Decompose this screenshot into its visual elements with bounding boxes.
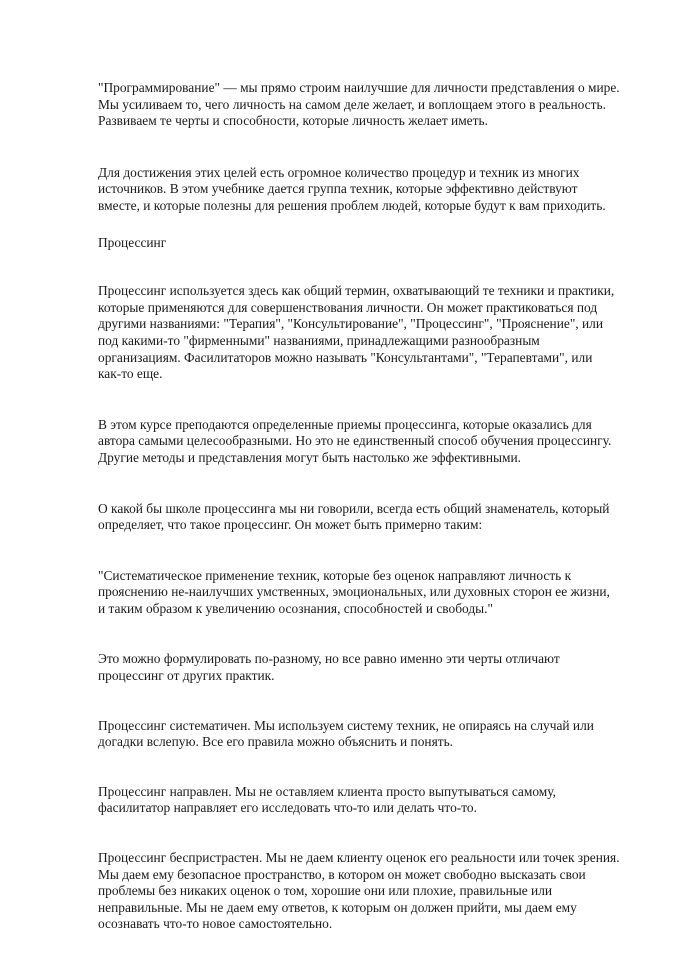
paragraph-formulation: Это можно формулировать по-разному, но все равно именно эти черты отличают процессинг от других практик. <box>98 651 560 684</box>
paragraph-impartial: Процессинг беспристрастен. Мы не даем клиенту оценок его реальности или точек зрения. Мы даем ему безопасное пространство, в котором он может свободно высказать свои проблемы без никаких оценок о том, хорошие они или плохие, правильные или неправильные. Мы не даем ему ответов, к которым он должен прийти, мы даем ему осознавать что-то новое самостоятельно. <box>98 850 620 932</box>
paragraph-common-denominator: О какой бы школе процессинга мы ни говорили, всегда есть общий знаменатель, который определяет, что такое процессинг. Он может быть примерно таким: <box>98 500 610 533</box>
document-page <box>98 80 646 933</box>
section-heading-processing: Процессинг <box>98 234 167 250</box>
paragraph-programming: "Программирование" — мы прямо строим наилучшие для личности представления о мире. Мы усиливаем то, чего личность на самом деле желает, и воплощаем этого в реальность. Развиваем те черты и способности, которые личность желает иметь. <box>98 80 620 129</box>
paragraph-processing-definition: Процессинг используется здесь как общий термин, охватывающий те техники и практики, которые применяются для совершенствования личности. Он может практиковаться под другими названиями: "Терапия", "Консультирование", "Процессинг", "Прояснение", или под какими-то "фирменными" названиями, принадлежащими разнообразным организациям. Фасилитаторов можно называть "Консультантами", "Терапевтами", или как-то еще. <box>98 283 615 382</box>
paragraph-systematic: Процессинг систематичен. Мы используем систему техник, не опираясь на случай или догадки вслепую. Все его правила можно объяснить и понять. <box>98 717 594 750</box>
paragraph-quote-definition: "Систематическое применение техник, которые без оценок направляют личность к прояснению не-наилучших умственных, эмоциональных, или духовных сторон ее жизни, и таким образом к увеличению осознания, способностей и свободы." <box>98 567 610 616</box>
paragraph-goals: Для достижения этих целей есть огромное количество процедур и техник из многих источников. В этом учебнике дается группа техник, которые эффективно действуют вместе, и которые полезны для решения проблем людей, которые будут к вам приходить. <box>98 164 606 213</box>
paragraph-course-methods: В этом курсе преподаются определенные приемы процессинга, которые оказались для автора самыми целесообразными. Но это не единственный способ обучения процессингу. Другие методы и представления могут быть настолько же эффективными. <box>98 416 612 465</box>
paragraph-directed: Процессинг направлен. Мы не оставляем клиента просто выпутываться самому, фасилитатор направляет его исследовать что-то или делать что-то. <box>98 783 556 816</box>
